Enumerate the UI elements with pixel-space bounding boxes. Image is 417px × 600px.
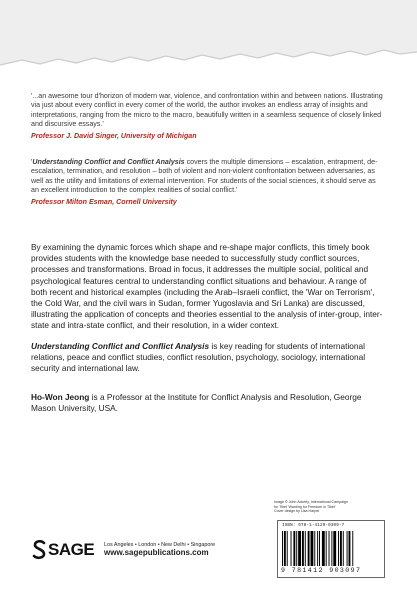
credit-line: Image © John Ackerly, International Campaign <box>274 500 348 504</box>
author-bio-text: is a Professor at the Institute for Conflict Analysis and Resolution, George Mason University, USA. <box>31 392 362 414</box>
quote-author: Professor Milton Esman, Cornell University <box>31 197 177 206</box>
description-paragraph: By examining the dynamic forces which shape and re-shape major conflicts, this timely book provides students with the knowledge base needed to successfully study conflict sources, processes and transformations. Broad in focus, it addresses the multiple social, political and psychological features central to understanding conflict situations and behaviour. A range of both recent and historical examples (including the Arab–Israeli conflict, the 'War on Terrorism', the Cold War, and the civil wars in Sudan, former Yugoslavia and Sri Lanka) are discussed, illustrating the application of concepts and theories essential to the analysis of inter-group, inter-state and intra-state conflict, and their resolution, in a wider context. <box>31 242 383 331</box>
quote-author: Professor J. David Singer, University of Michigan <box>31 131 197 140</box>
author-name: Ho-Won Jeong <box>31 392 90 403</box>
publisher-info <box>104 541 244 557</box>
audience-text: is key reading for students of international relations, peace and conflict studies, conflict resolution, psychology, sociology, international security and international law. <box>31 340 366 374</box>
publisher-name: SAGE <box>48 540 95 559</box>
book-title-inline: Understanding Conflict and Conflict Analysis <box>32 158 185 166</box>
image-credits <box>274 500 390 514</box>
book-description <box>31 242 383 424</box>
quote-esman <box>31 158 383 207</box>
quote-singer <box>31 92 383 141</box>
barcode-bars <box>282 531 380 566</box>
publisher-url[interactable]: www.sagepublications.com <box>104 548 209 557</box>
credit-line: for Tibet 'Wanting for Freedom in Tibet' <box>274 504 336 509</box>
quote-text-rest: covers the multiple dimensions – escalation, entrapment, de-escalation, termination, and resolution – both of violent and non-violent confrontation between adversaries, as well as the utility and limitations of external intervention. For students of the social sciences, it should serve as an excellent introduction to the complex realities of social conflict.' <box>31 158 378 195</box>
isbn-barcode <box>277 520 385 578</box>
barcode-digits: 9 781412 903097 <box>281 567 362 574</box>
quote-text: 'Understanding Conflict and Conflict Analysis covers the multiple dimensions – escalation, entrapment, de-escalation, termination, and resolution – both of violent and non-violent confrontation between adversaries, as well as the utility and limitations of external intervention. For students of the social sciences, it should serve as an excellent introduction to the complex realities of social conflict.' <box>31 158 378 195</box>
torn-paper-edge <box>0 0 417 70</box>
credit-line: Cover design by Lisa Harper <box>274 509 320 514</box>
publisher-cities: Los Angeles • London • New Delhi • Singapore <box>104 542 216 548</box>
audience-paragraph <box>31 341 383 375</box>
sage-logo-icon <box>32 540 47 560</box>
author-bio <box>31 392 383 414</box>
quote-text: '...an awesome tour d'horizon of modern war, violence, and confrontation within and between nations. Illustrating via just about every conflict in every corner of the world, the author invokes an endless array of insights and interpretations, ranging from the micro to the macro, beautifully written in a seamless sequence of closely linked and discursive essays.' <box>31 92 383 129</box>
book-title-inline: Understanding Conflict and Conflict Analysis <box>31 340 210 351</box>
isbn-label: ISBN: 978-1-4129-0309-7 <box>282 524 345 528</box>
